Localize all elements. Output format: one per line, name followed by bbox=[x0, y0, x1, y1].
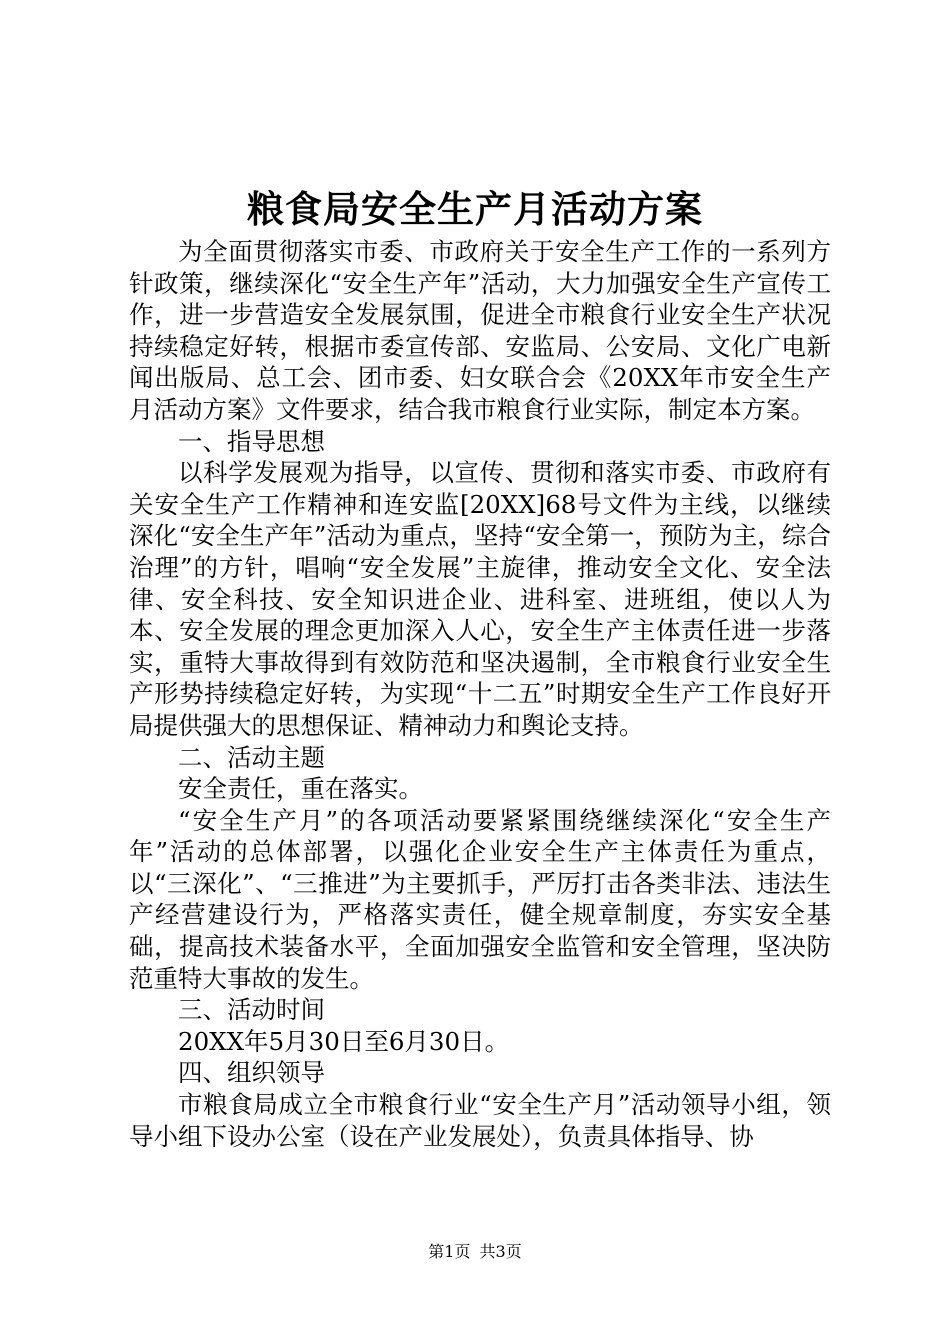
paragraph-organization: 市粮食局成立全市粮食行业“安全生产月”活动领导小组，领导小组下设办公室（设在产业发展处），负责具体指导、协 bbox=[129, 1090, 831, 1151]
paragraph-intro: 为全面贯彻落实市委、市政府关于安全生产工作的一系列方针政策，继续深化“安全生产年”活动，大力加强安全生产宣传工作，进一步营造安全发展氛围，促进全市粮食行业安全生产状况持续稳定好转，根据市委宣传部、安监局、公安局、文化广电新闻出版局、总工会、团市委、妇女联合会《20XX年市安全生产月活动方案》文件要求，结合我市粮食行业实际，制定本方案。 bbox=[129, 237, 831, 424]
document-body bbox=[129, 236, 831, 1152]
paragraph-guiding-thought: 以科学发展观为指导，以宣传、贯彻和落实市委、市政府有关安全生产工作精神和连安监[20XX]68号文件为主线，以继续深化“安全生产年”活动为重点，坚持“安全第一，预防为主，综合治理”的方针，唱响“安全发展”主旋律，推动安全文化、安全法律、安全科技、安全知识进企业、进科室、进班组，使以人为本、安全发展的理念更加深入人心，安全生产主体责任进一步落实，重特大事故得到有效防范和坚决遏制，全市粮食行业安全生产形势持续稳定好转，为实现“十二五”时期安全生产工作良好开局提供强大的思想保证、精神动力和舆论支持。 bbox=[129, 458, 831, 740]
paragraph-theme-slogan: 安全责任，重在落实。 bbox=[178, 774, 423, 804]
section-heading-guiding-thought: 一、指导思想 bbox=[178, 426, 325, 456]
paragraph-activity-theme: “安全生产月”的各项活动要紧紧围绕继续深化“安全生产年”活动的总体部署，以强化企业安全生产主体责任为重点，以“三深化”、“三推进”为主要抓手，严厉打击各类非法、违法生产经营建设行为，严格落实责任，健全规章制度，夯实安全基础，提高技术装备水平，全面加强安全监管和安全管理，坚决防范重特大事故的发生。 bbox=[129, 805, 831, 993]
paragraph-activity-time: 20XX年5月30日至6月30日。 bbox=[178, 1026, 510, 1056]
section-heading-activity-time: 三、活动时间 bbox=[178, 995, 325, 1025]
page-number: 第1页 bbox=[428, 1242, 471, 1261]
section-heading-activity-theme: 二、活动主题 bbox=[178, 742, 325, 772]
page-total: 共3页 bbox=[479, 1242, 522, 1261]
section-heading-organization: 四、组织领导 bbox=[178, 1058, 325, 1088]
page-footer bbox=[0, 1240, 950, 1264]
document-title: 粮食局安全生产月活动方案 bbox=[247, 187, 703, 231]
